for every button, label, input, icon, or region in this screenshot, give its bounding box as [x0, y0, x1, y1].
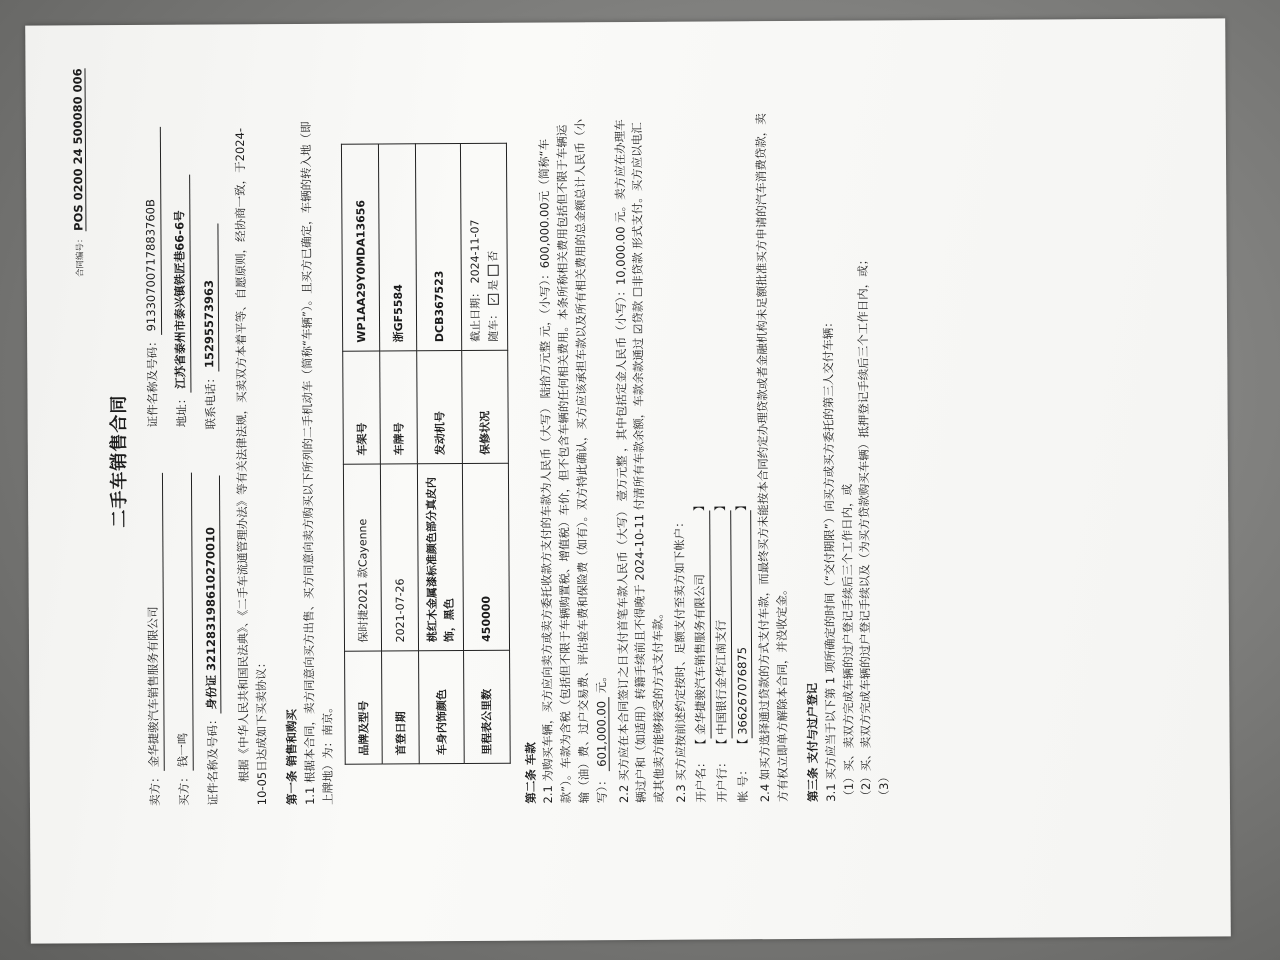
seller-id: 91330700717883760B — [142, 127, 162, 335]
table-cell: 保修状况 — [462, 350, 508, 463]
account-number-label: 帐 号： — [735, 764, 750, 803]
buyer-address: 江苏省泰州市泰兴镇铁匠巷66-6号 — [171, 175, 191, 393]
checked-box-icon: ✓ — [488, 294, 499, 305]
table-row — [379, 144, 420, 764]
paper-sheet — [25, 18, 1231, 943]
buyer-id-row — [199, 115, 222, 805]
bank-name: 中国银行金华江南支行 — [712, 511, 732, 739]
table-cell: 发动机号 — [417, 351, 463, 464]
checkbox-icon — [488, 265, 499, 276]
article-2-1-text: 2.1 为购买车辆，买方应向卖方或卖方委托收款方支付的车款为人民币（大写） 陆拾万元整 元，（小写）：600,000.00元（简称“车款”）。车款为含税（包括但不限于车辆购置税、增值税）车价，但不包含车辆的任何相关费用。本条所称相关费用包括但不限于车辆运输（油）费、过户交易费、评估验车费和保险费（如有）。双方特此确认，买方应该承担车款以及所有相关费用的总金额总计人民币（小写）： — [537, 118, 609, 804]
buyer-phone: 15295573963 — [200, 224, 220, 372]
article-1-title: 第一条 销售和购买 — [284, 709, 299, 806]
buyer-label: 买方： — [176, 771, 191, 806]
table-row — [416, 144, 465, 764]
table-cell: 车牌号 — [380, 351, 418, 464]
no-label: 否 — [486, 250, 500, 262]
bank-row: 开户行： 【 中国银行金华江南支行 】 — [709, 112, 732, 802]
article-3-title: 第三条 支付与过户登记 — [805, 682, 820, 802]
phone-label: 联系电话： — [202, 372, 218, 430]
contract-number-value: POS 0200 24 500080 006 — [70, 68, 86, 231]
table-cell: 浙GF5584 — [379, 144, 417, 351]
seller-name: 金华捷骏汽车销售服务有限公司 — [144, 473, 165, 771]
article-3-1-1: （1）买、卖双方完成车辆的过户登记手续后三个工作日内，或 — [839, 483, 856, 802]
article-2-3: 2.3 买方应按前述约定按时、足额支付至卖方如下帐户： — [672, 516, 689, 803]
table-cell: 首登日期 — [382, 651, 420, 764]
account-name-label: 开户名： — [693, 756, 708, 803]
table-row — [461, 143, 510, 763]
article-3-1-2: （2）买、卖双方完成车辆的过户登记手续以及（为买方贷款购买车辆）抵押登记手续后三个工作日内，或； — [856, 253, 874, 802]
document-title: 二手车销售合同 — [108, 394, 131, 528]
article-3-1-3: （3） — [876, 771, 892, 802]
contract-page — [45, 37, 1210, 924]
table-row — [342, 144, 383, 764]
seller-label: 卖方： — [147, 771, 162, 806]
buyer-id: 身份证 321283198610270010 — [201, 475, 221, 713]
table-cell: 桃红木金属漆标准颜色部分真皮内饰，黑色 — [418, 464, 464, 651]
address-label: 地址： — [174, 392, 189, 428]
article-2-title: 第二条 车款 — [523, 742, 538, 804]
table-cell: 2021-07-26 — [381, 464, 419, 651]
seller-id-label: 证件名称及号码： — [144, 335, 160, 428]
contract-number-label: 合同编号： — [75, 234, 86, 278]
table-cell: 里程表公里数 — [464, 650, 510, 763]
account-name-row: 开户名： 【 金华捷骏汽车销售服务有限公司 】 — [689, 113, 712, 803]
warranty-cell — [461, 143, 507, 350]
yes-label: 是 — [486, 279, 500, 291]
article-2-4: 2.4 如买方选择通过贷款的方式支付车款，而最终买方未能按本合同约定办理贷款或者金融机构未足额批准买方申请的汽车消费贷款，卖方有权立即单方解除本合同，并没收定金。 — [754, 113, 791, 803]
intro-paragraph: 根据《中华人民共和国民法典》、《二手车流通管理办法》等有关法律法规，买卖双方本着平等、自愿原则，经协商一致，于2024-10-05日达成如下买卖协议： — [233, 127, 270, 806]
table-cell: 车身内饰颜色 — [419, 651, 465, 764]
accompany-label: 随车： — [486, 308, 500, 342]
buyer-name: 钱一鸣 — [173, 473, 194, 771]
seller-row — [142, 116, 165, 806]
article-2-1 — [536, 113, 611, 803]
accompany-row — [484, 152, 502, 342]
table-cell: 品牌及型号 — [345, 651, 383, 764]
table-cell: DCB367523 — [416, 144, 462, 351]
total-amount: 601,000.00 — [594, 697, 609, 771]
table-cell: 车架号 — [343, 351, 381, 464]
article-2-1-end: 元。 — [593, 670, 609, 694]
buyer-id-label: 证件名称及号码： — [204, 713, 220, 806]
account-number-row: 帐 号： 【 366267076875 】 — [730, 112, 753, 802]
contract-number — [69, 68, 88, 277]
article-2-2: 2.2 买方应在本合同签订之日支付首笔车款人民币（大写） 壹万元整 ，其中包括定金人民币（小写）：10,000.00 元。卖方应在办理车辆过户和（如适用）转籍手续前且不得晚于 2024-10-11 付清所有车款余额，车款余款通过 ☑贷款 ☐非贷款 形式支付。买方应以电汇或其他卖方能够接受的方式支付车款。 — [612, 119, 667, 804]
table-cell: 450000 — [463, 463, 509, 650]
warranty-expiry: 截止日期： 2024-11-07 — [468, 219, 483, 342]
table-cell: 保时捷2021 款Cayenne — [344, 464, 382, 651]
bank-label: 开户行： — [714, 756, 729, 803]
buyer-row — [170, 116, 193, 806]
table-cell: WP1AA29Y0MDA13656 — [342, 144, 380, 351]
account-number: 366267076875 — [733, 511, 753, 739]
article-1-1: 1.1 根据本合同，卖方同意向买方出售、买方同意向卖方购买以下所列的二手机动车（简称“车辆”）。且买方已确定，车辆的转入地（即上牌地）为：南京。 — [298, 121, 335, 805]
article-3-1: 3.1 买方应当于以下第 1 项所确定的时间（“交付期限”）向买方或买方委托的第三人交付车辆： — [820, 316, 838, 802]
account-name: 金华捷骏汽车销售服务有限公司 — [691, 511, 711, 739]
vehicle-table — [341, 143, 510, 765]
